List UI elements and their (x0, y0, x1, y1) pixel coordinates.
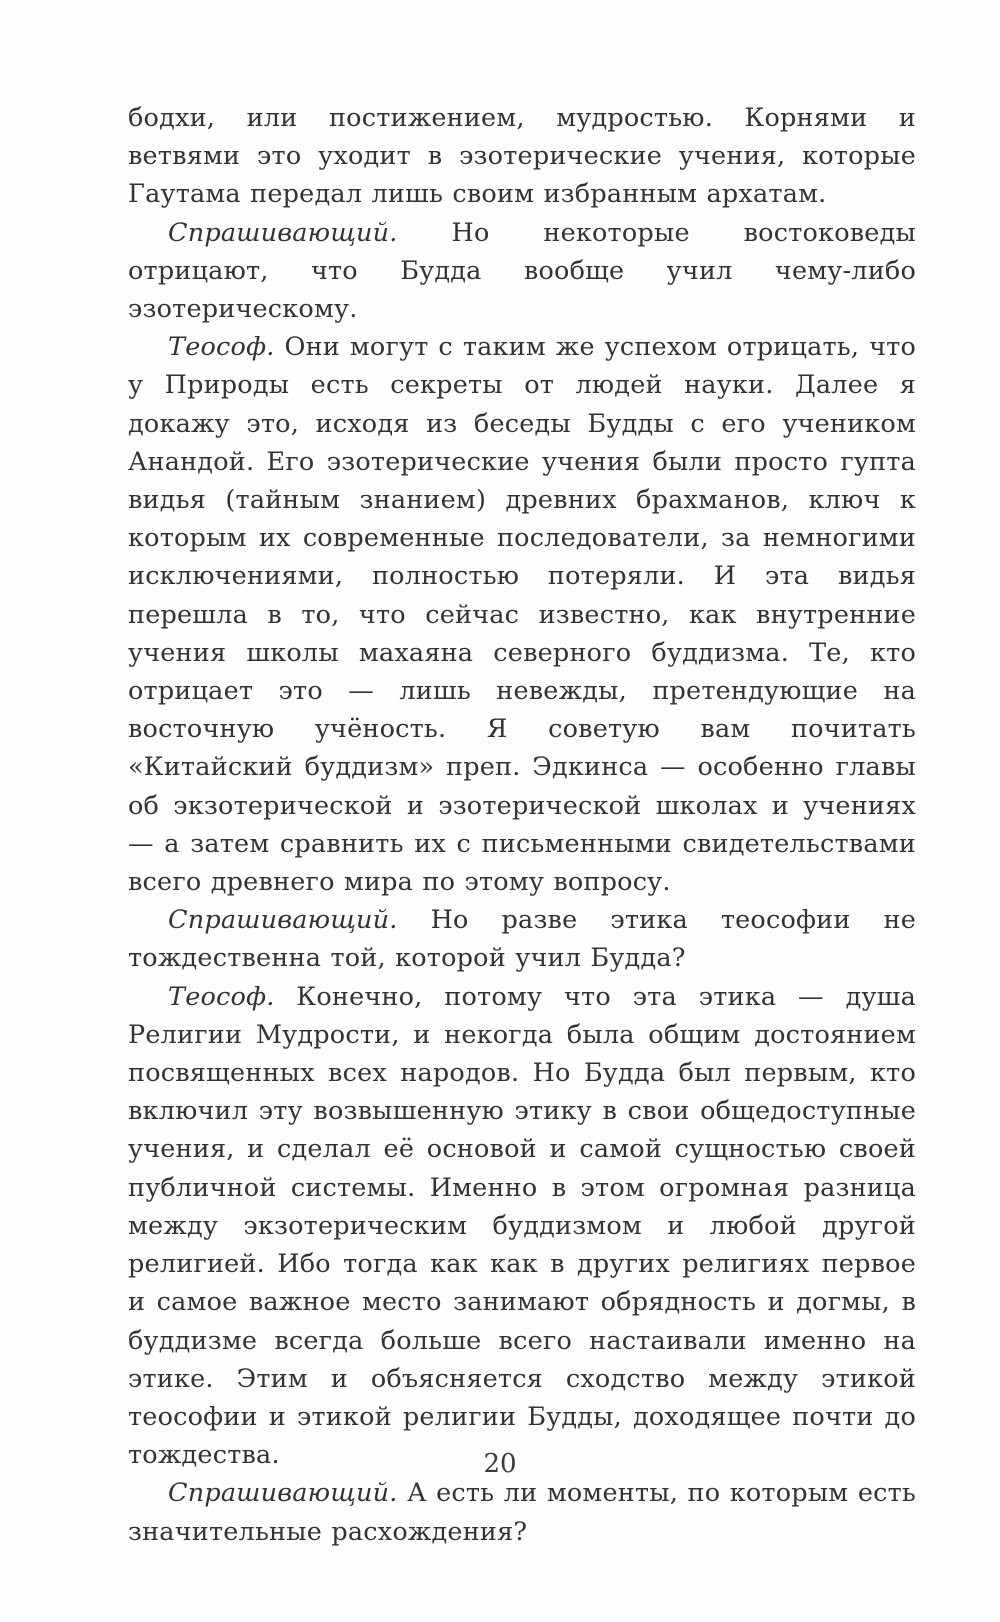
speaker-label: Спрашивающий. (168, 217, 398, 248)
paragraph-text: А есть ли моменты, по которым есть значительные расхождения? (128, 1478, 916, 1547)
paragraph-4 (128, 901, 916, 977)
body-text (128, 99, 916, 1551)
page-number: 20 (483, 1449, 517, 1479)
speaker-label: Спрашивающий. (168, 1478, 398, 1509)
paragraph-1 (128, 99, 916, 214)
paragraph-3 (128, 328, 916, 901)
paragraph-text: Они могут с таким же успехом отрицать, что у Природы есть секреты от людей науки. Далее я докажу это, исходя из беседы Будды с его учеником Анандой. Его эзотерические учения были просто гупта видья (тайным знанием) древних брахманов, ключ к которым их современные последователи, за немногими исключениями, полностью потеряли. И эта видья перешла в то, что сейчас известно, как внутренние учения школы махаяна северного буддизма. Те, кто отрицает это — лишь невежды, претендующие на восточную учёность. Я советую вам почитать «Китайский буддизм» преп. Эдкинса — особенно главы об экзотерической и эзотерической школах и учениях — а затем сравнить их с письменными свидетельствами всего древнего мира по этому вопросу. (128, 332, 916, 898)
paragraph-2 (128, 214, 916, 329)
paragraph-5 (128, 978, 916, 1475)
paragraph-text: Но разве этика теософии не тождественна той, которой учил Будда? (128, 905, 916, 974)
speaker-label: Спрашивающий. (168, 905, 398, 936)
paragraph-6 (128, 1474, 916, 1550)
paragraph-text: бодхи, или постижением, мудростью. Корнями и ветвями это уходит в эзотерические учения, которые Гаутама передал лишь своим избранным архатам. (128, 103, 916, 210)
speaker-label: Теософ. (168, 981, 275, 1012)
paragraph-text: Но некоторые востоковеды отрицают, что Будда вообще учил чему-либо эзотерическому. (128, 217, 916, 325)
paragraph-text: Конечно, потому что эта этика — душа Религии Мудрости, и некогда была общим достоянием посвященных всех народов. Но Будда был первым, кто включил эту возвышенную этику в свои общедоступные учения, и сделал её основой и самой сущностью своей публичной системы. Именно в этом огромная разница между экзотерическим буддизмом и любой другой религией. Ибо тогда как как в других религиях первое и самое важное место занимают обрядность и догмы, в буддизме всегда больше всего настаивали именно на этике. Этим и объясняется сходство между этикой теософии и этикой религии Будды, доходящее почти до тождества. (128, 981, 916, 1471)
speaker-label: Теософ. (168, 332, 275, 363)
